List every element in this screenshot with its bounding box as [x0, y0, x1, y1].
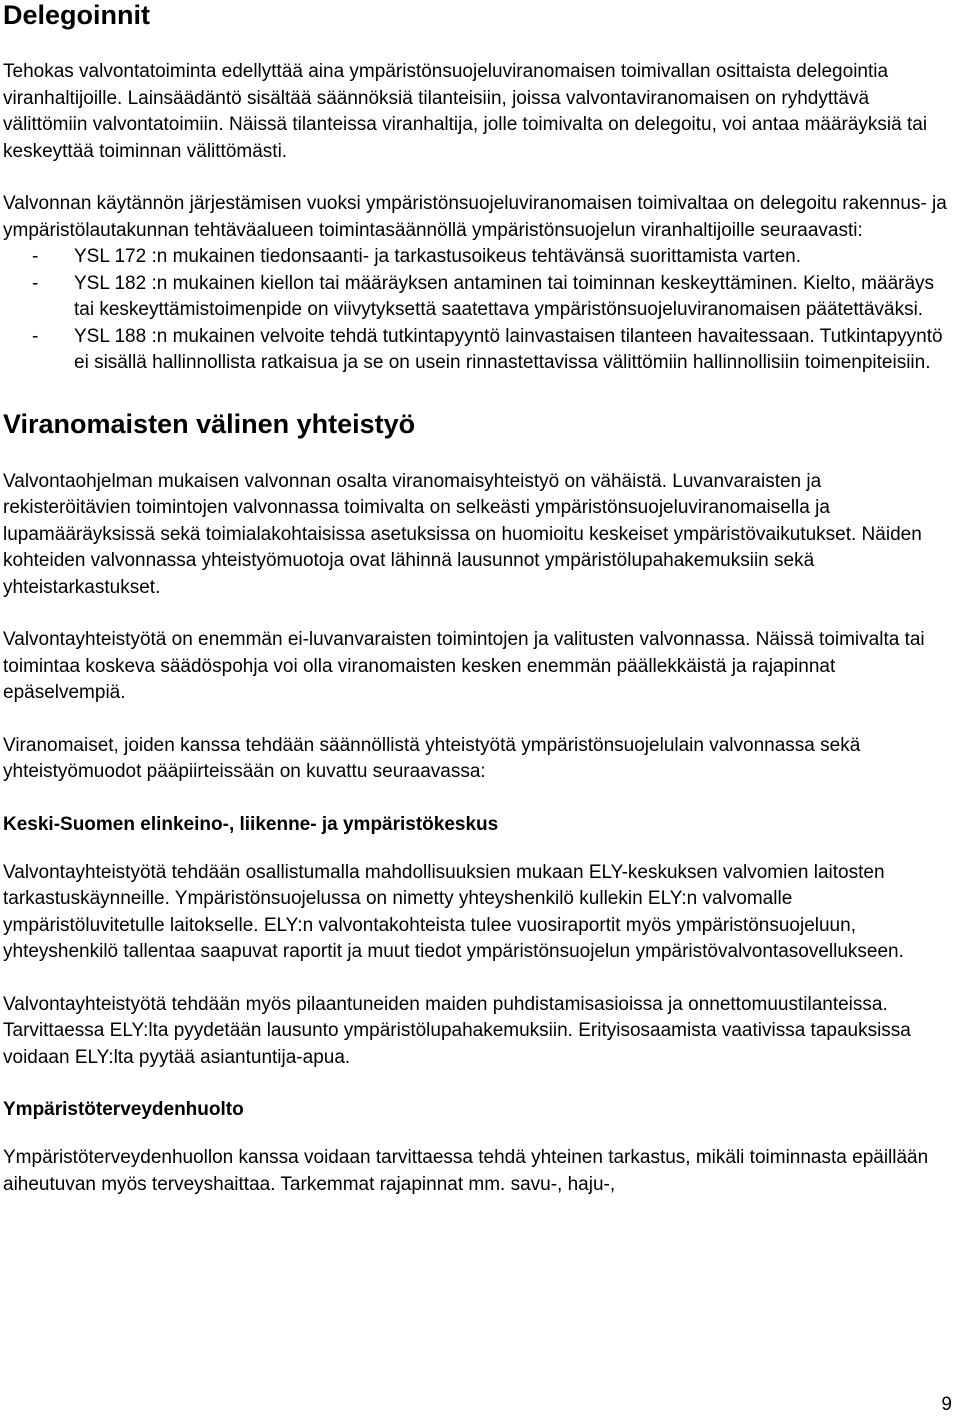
paragraph-ely-2: Valvontayhteistyötä tehdään myös pilaantuneiden maiden puhdistamisasioissa ja onnettomuustilanteissa. Tarvittaessa ELY:lta pyydetään lausunto ympäristölupahakemuksiin. Erityisosaamista vaativissa tapauksissa voidaan ELY:lta pyytää asiantuntija-apua.: [3, 993, 911, 1068]
heading-yhteistyo: Viranomaisten välinen yhteistyö: [3, 408, 416, 439]
paragraph-delegointi-2: Valvonnan käytännön järjestämisen vuoksi ympäristönsuojeluviranomaisen toimivaltaa on delegoitu rakennus- ja ympäristölautakunnan tehtäväalueen toimintasäännöllä ympäristönsuojelun viranhaltijoille seuraavasti:: [3, 193, 947, 241]
list-bullet: -: [32, 272, 39, 294]
heading-delegoinnit: Delegoinnit: [3, 0, 150, 30]
list-item-text: YSL 182 :n mukainen kiellon tai määräyksen antaminen tai toiminnan keskeyttäminen. Kielto, määräys tai keskeyttämistoimenpide on viivytyksettä saatettava ympäristönsuojeluviranomaisen päätettäväksi.: [74, 272, 935, 320]
document-page: [3, 0, 951, 1198]
page-number: 9: [941, 1394, 952, 1415]
list-bullet: -: [32, 246, 39, 267]
delegation-list: [3, 244, 951, 377]
paragraph-ely-1: Valvontayhteistyötä tehdään osallistumalla mahdollisuuksien mukaan ELY-keskuksen valvomien laitosten tarkastuskäynneille. Ympäristönsuojelussa on nimetty yhteyshenkilö kullekin ELY:n valvomalle ympäristöluvitetulle laitokselle. ELY:n valvontakohteista tulee vuosiraportit myös ympäristönsuojeluun, yhteyshenkilö tallentaa saapuvat raportit ja muut tiedot ympäristönsuojelun ympäristövalvontasovellukseen.: [3, 861, 904, 962]
paragraph-terveys-1: Ympäristöterveydenhuollon kanssa voidaan tarvittaessa tehdä yhteinen tarkastus, mikäli toiminnasta epäillään aiheutuvan myös terveyshaittaa. Tarkemmat rajapinnat mm. savu-, haju-,: [3, 1147, 929, 1195]
list-item-text: YSL 172 :n mukainen tiedonsaanti- ja tarkastusoikeus tehtävänsä suorittamista varten.: [74, 246, 801, 267]
list-item: [3, 324, 951, 377]
paragraph-delegointi-1: Tehokas valvontatoiminta edellyttää aina ympäristönsuojeluviranomaisen toimivallan osittaista delegointia viranhaltijoille. Lainsäädäntö sisältää säännöksiä tilanteisiin, joissa valvontaviranomaisen on ryhdyttävä välittömiin valvontatoimiin. Näissä tilanteissa viranhaltija, jolle toimivalta on delegoitu, voi antaa määräyksiä tai keskeyttää toiminnan välittömästi.: [3, 61, 928, 162]
paragraph-yhteistyo-1: Valvontaohjelman mukaisen valvonnan osalta viranomaisyhteistyö on vähäistä. Luvanvaraisten ja rekisteröitävien toimintojen valvonnassa toimivalta on selkeästi ympäristönsuojeluviranomaisella ja lupamääräyksissä sekä toimialakohtaisissa asetuksissa on huomioitu keskeiset ympäristövaikutukset. Näiden kohteiden valvonnassa yhteistyömuotoja ovat lähinnä lausunnot ympäristölupahakemuksiin sekä yhteistarkastukset.: [3, 470, 922, 598]
list-item: [3, 244, 951, 271]
heading-ymparistoterveydenhuolto: Ympäristöterveydenhuolto: [3, 1099, 244, 1120]
paragraph-yhteistyo-2: Valvontayhteistyötä on enemmän ei-luvanvaraisten toimintojen ja valitusten valvonnassa. Näissä toimivalta tai toimintaa koskeva säädöspohja voi olla viranomaisten kesken enemmän päällekkäistä ja rajapinnat epäselvempiä.: [3, 629, 925, 703]
paragraph-yhteistyo-3: Viranomaiset, joiden kanssa tehdään säännöllistä yhteistyötä ympäristönsuojelulain valvonnassa sekä yhteistyömuodot pääpiirteissään on kuvattu seuraavassa:: [3, 734, 861, 782]
list-item-text: YSL 188 :n mukainen velvoite tehdä tutkintapyyntö lainvastaisen tilanteen havaitessaan. Tutkintapyyntö ei sisällä hallinnollista ratkaisua ja se on usein rinnastettavissa välittömiin hallinnollisiin toimenpiteisiin.: [74, 325, 943, 373]
list-bullet: -: [32, 325, 39, 347]
list-item: [3, 271, 951, 324]
heading-ely-keskus: Keski-Suomen elinkeino-, liikenne- ja ympäristökeskus: [3, 813, 499, 835]
